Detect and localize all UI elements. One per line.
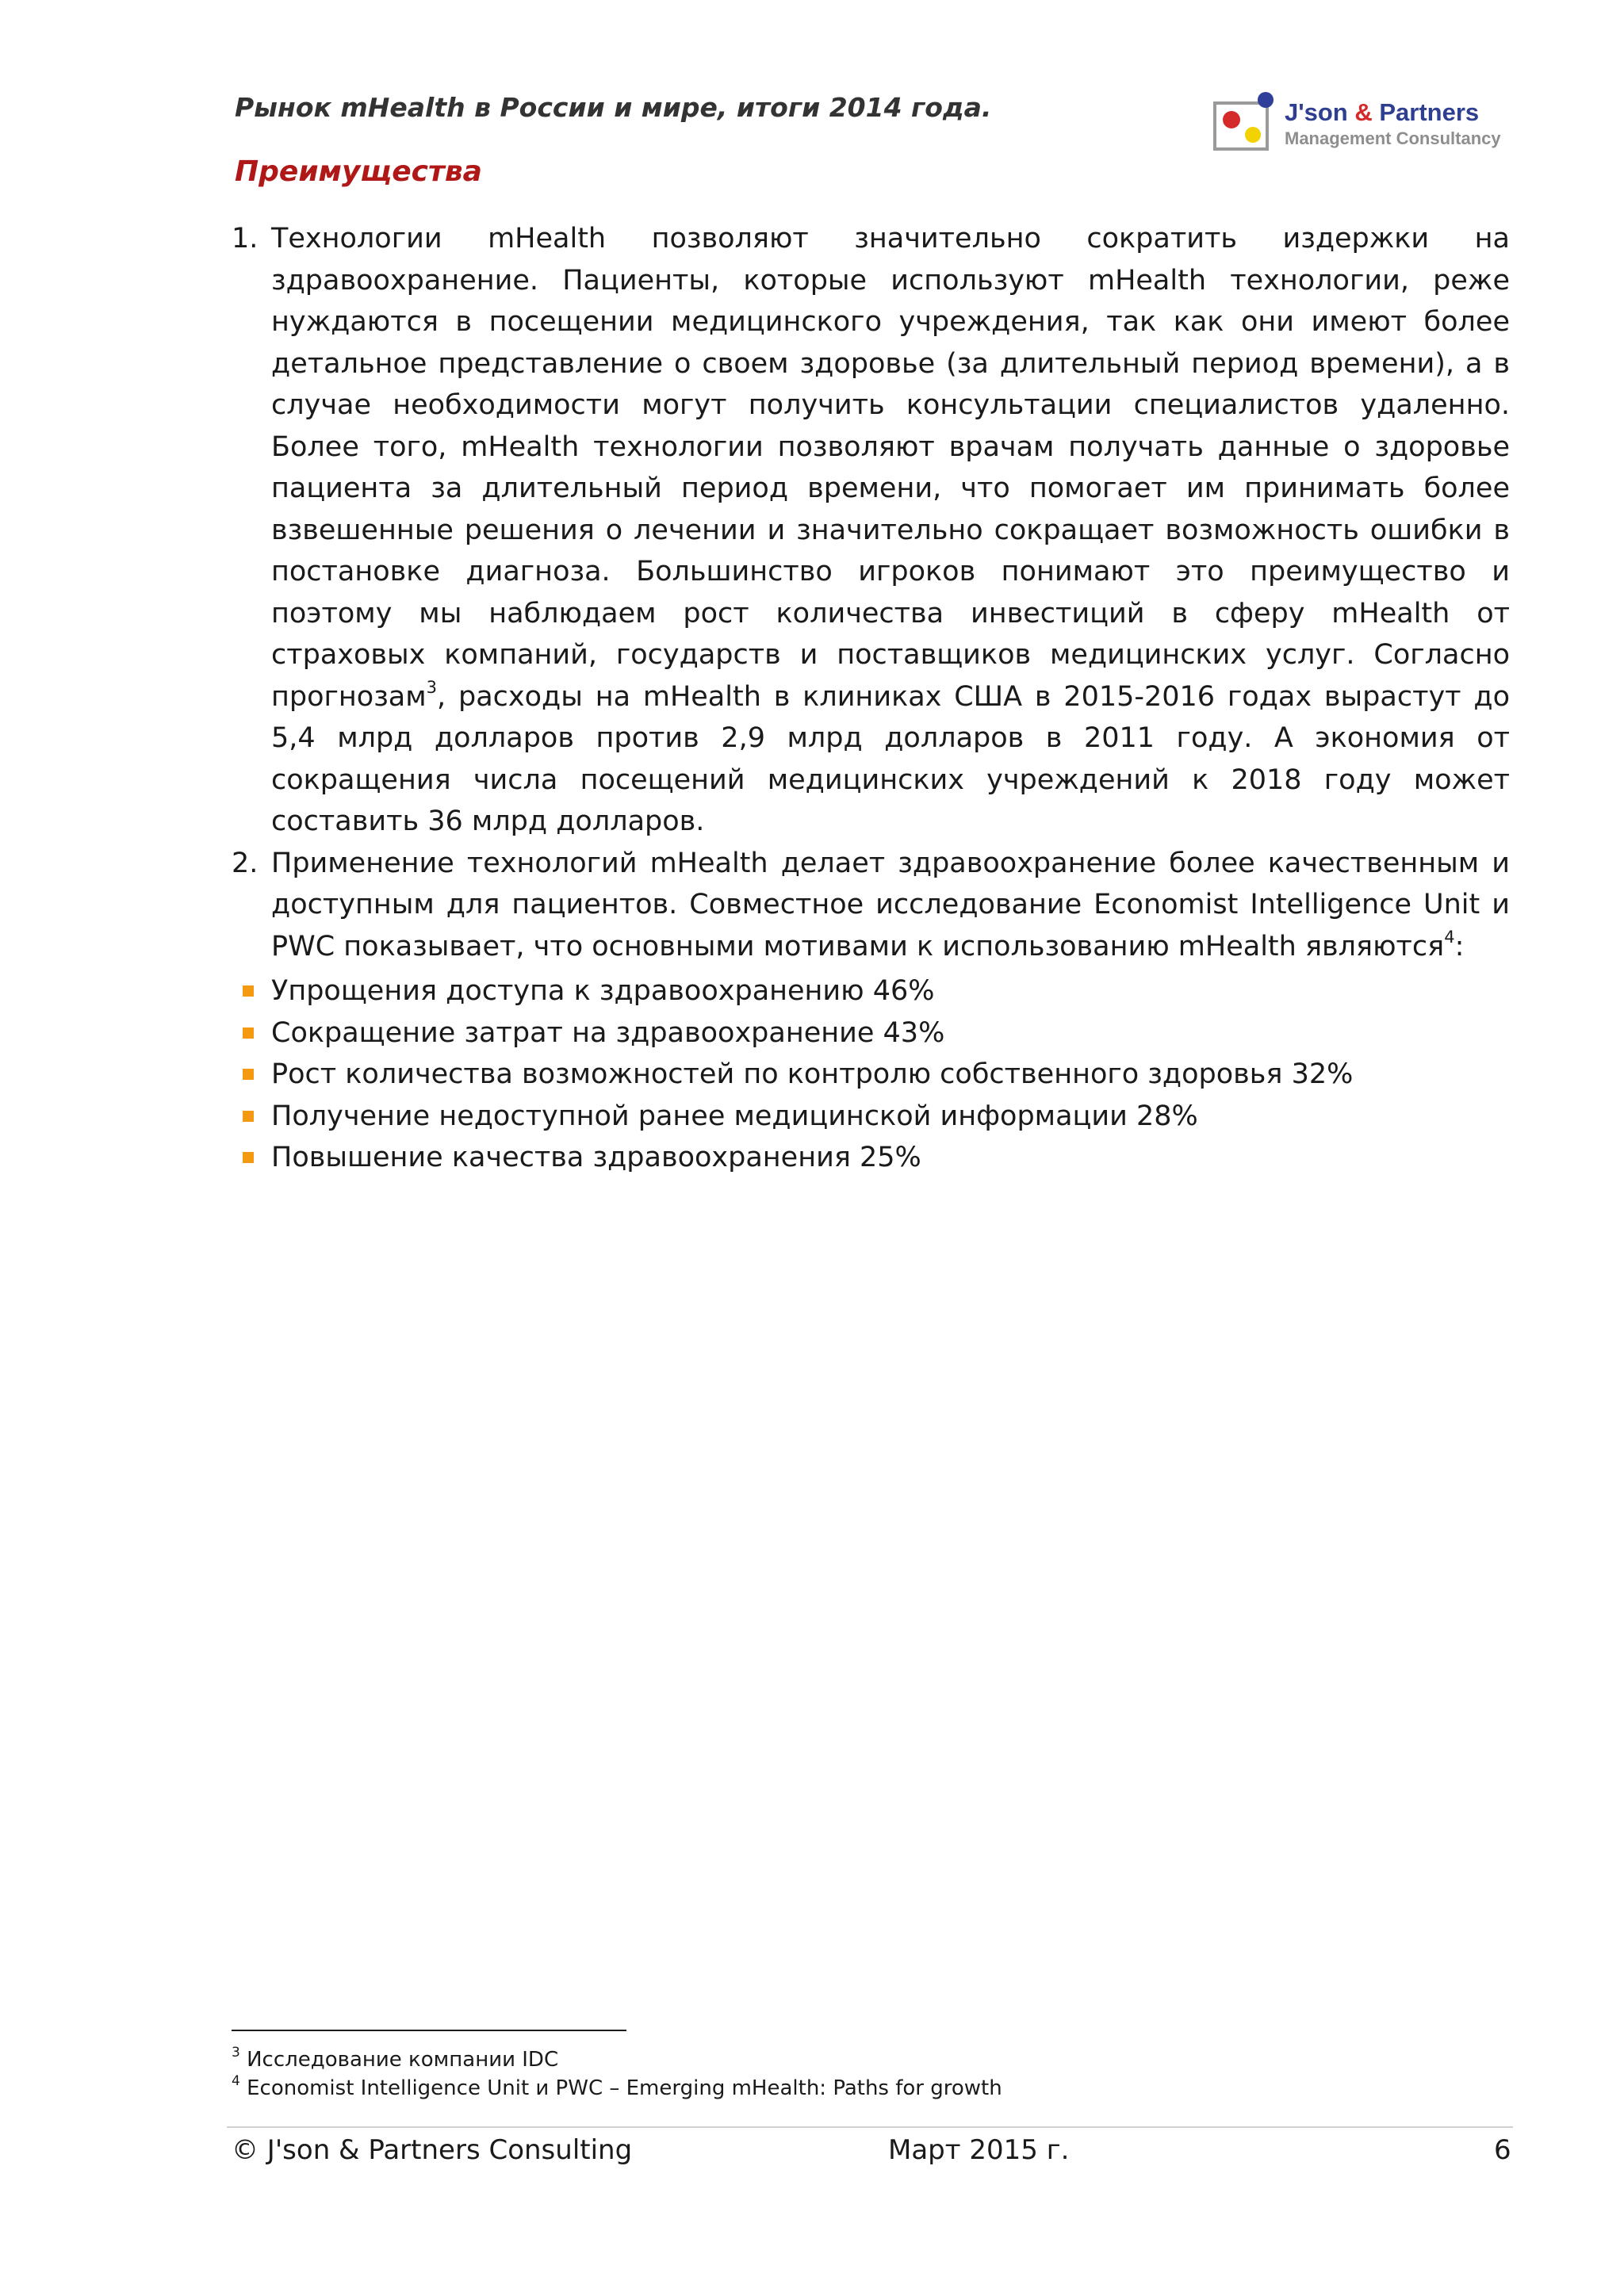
- numbered-list: [232, 218, 1510, 967]
- item-text: Применение технологий mHealth делает здравоохранение более качественным и доступным для пациентов. Совместное исследование Economist Intelligence Unit и PWC показывает, что основными мотивами к использованию mHealth являются: [271, 847, 1510, 962]
- document-title: Рынок mHealth в России и мире, итоги 2014 года.: [235, 92, 992, 123]
- logo-frame-icon: [1213, 101, 1269, 151]
- footnote: [232, 2045, 1500, 2074]
- orange-square-bullet-icon: [243, 985, 254, 997]
- logo-subtitle: Management Consultancy: [1285, 128, 1501, 148]
- item-text: Технологии mHealth позволяют значительно сократить издержки на здравоохранение. Пациенты, которые используют mHealth технологии, реже нуждаются в посещении медицинского учреждения, так как они имеют более детальное представление о своем здоровье (за длительный период времени), а в случае необходимости могут получить консультации специалистов удаленно. Более того, mHealth технологии позволяют врачам получать данные о здоровье пациента за длительный период времени, что помогает им принимать более взвешенные решения о лечении и значительно сокращает возможность ошибки в постановке диагноза. Большинство игроков понимают это преимущество и поэтому мы наблюдаем рост количества инвестиций в сферу mHealth от страховых компаний, государств и поставщиков медицинских услуг. Согласно прогнозам: [271, 223, 1510, 713]
- bullet-text: Сокращение затрат на здравоохранение 43%: [271, 1016, 945, 1049]
- bullet-text: Упрощения доступа к здравоохранению 46%: [271, 975, 935, 1007]
- footnote-mark: 4: [232, 2073, 240, 2090]
- bullet-item: [243, 1137, 1480, 1179]
- footnote-reference[interactable]: 3: [426, 677, 438, 697]
- bullet-item: [243, 1012, 1480, 1054]
- bullet-text: Получение недоступной ранее медицинской информации 28%: [271, 1100, 1198, 1132]
- logo-name-part2: Partners: [1372, 98, 1480, 126]
- item-text-continued: :: [1454, 930, 1465, 962]
- bullet-item: [243, 970, 1480, 1012]
- logo-name-ampersand: &: [1354, 98, 1373, 126]
- item-number: 1.: [232, 223, 259, 254]
- orange-square-bullet-icon: [243, 1069, 254, 1080]
- logo-yellow-dot-icon: [1245, 127, 1261, 143]
- footnote-text: Исследование компании IDC: [239, 2048, 559, 2072]
- logo-company-name: [1285, 98, 1479, 127]
- bullet-item: [243, 1054, 1480, 1096]
- footer-date: Март 2015 г.: [888, 2134, 1070, 2166]
- orange-square-bullet-icon: [243, 1152, 254, 1163]
- logo-blue-dot-icon: [1258, 92, 1274, 108]
- orange-square-bullet-icon: [243, 1027, 254, 1039]
- footnote-mark: 3: [232, 2045, 240, 2061]
- footer-divider: [227, 2126, 1513, 2128]
- footnote: [232, 2074, 1500, 2103]
- section-heading: Преимущества: [235, 155, 482, 188]
- logo-name-part1: J'son: [1285, 98, 1355, 126]
- item-text-continued: , расходы на mHealth в клиниках США в 2015-2016 годах вырастут до 5,4 млрд долларов против 2,9 млрд долларов в 2011 году. А экономия от сокращения числа посещений медицинских учреждений к 2018 году может составить 36 млрд долларов.: [271, 680, 1510, 837]
- bullet-list: [243, 970, 1480, 1179]
- orange-square-bullet-icon: [243, 1111, 254, 1122]
- footnote-separator: [232, 2030, 626, 2031]
- bullet-item: [243, 1096, 1480, 1138]
- item-number: 2.: [232, 847, 259, 879]
- numbered-item: [232, 843, 1510, 968]
- page-number: 6: [1494, 2134, 1511, 2166]
- bullet-text: Повышение качества здравоохранения 25%: [271, 1142, 921, 1173]
- footer-copyright: © J'son & Partners Consulting: [232, 2134, 633, 2166]
- logo-red-dot-icon: [1223, 111, 1240, 128]
- footnotes: [232, 2045, 1500, 2103]
- company-logo: [1210, 82, 1511, 159]
- numbered-item: [232, 218, 1510, 843]
- bullet-text: Рост количества возможностей по контролю собственного здоровья 32%: [271, 1058, 1354, 1090]
- footnote-text: Economist Intelligence Unit и PWC – Emerging mHealth: Paths for growth: [239, 2076, 1002, 2100]
- footnote-reference[interactable]: 4: [1444, 927, 1455, 947]
